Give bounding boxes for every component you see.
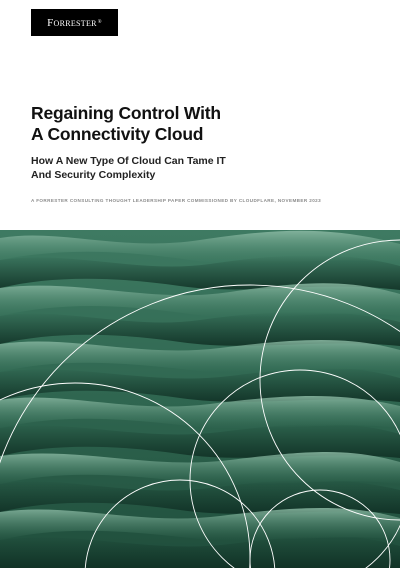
- report-title-line-1: Regaining Control With: [31, 103, 221, 123]
- report-subtitle-line-2: And Security Complexity: [31, 169, 156, 181]
- report-title-line-2: A Connectivity Cloud: [31, 124, 204, 144]
- logo-wordmark: Forrester: [47, 16, 97, 29]
- forrester-logo: [31, 9, 118, 36]
- report-subtitle: [31, 154, 351, 182]
- commission-byline: A FORRESTER CONSULTING THOUGHT LEADERSHIP PAPER COMMISSIONED BY CLOUDFLARE, NOVEMBER 2023: [31, 198, 322, 203]
- report-title: [31, 103, 351, 145]
- green-waves-with-circles-image: [0, 230, 400, 568]
- report-subtitle-line-1: How A New Type Of Cloud Can Tame IT: [31, 155, 226, 167]
- registered-mark: ®: [97, 20, 102, 25]
- cover-artwork: [0, 230, 400, 568]
